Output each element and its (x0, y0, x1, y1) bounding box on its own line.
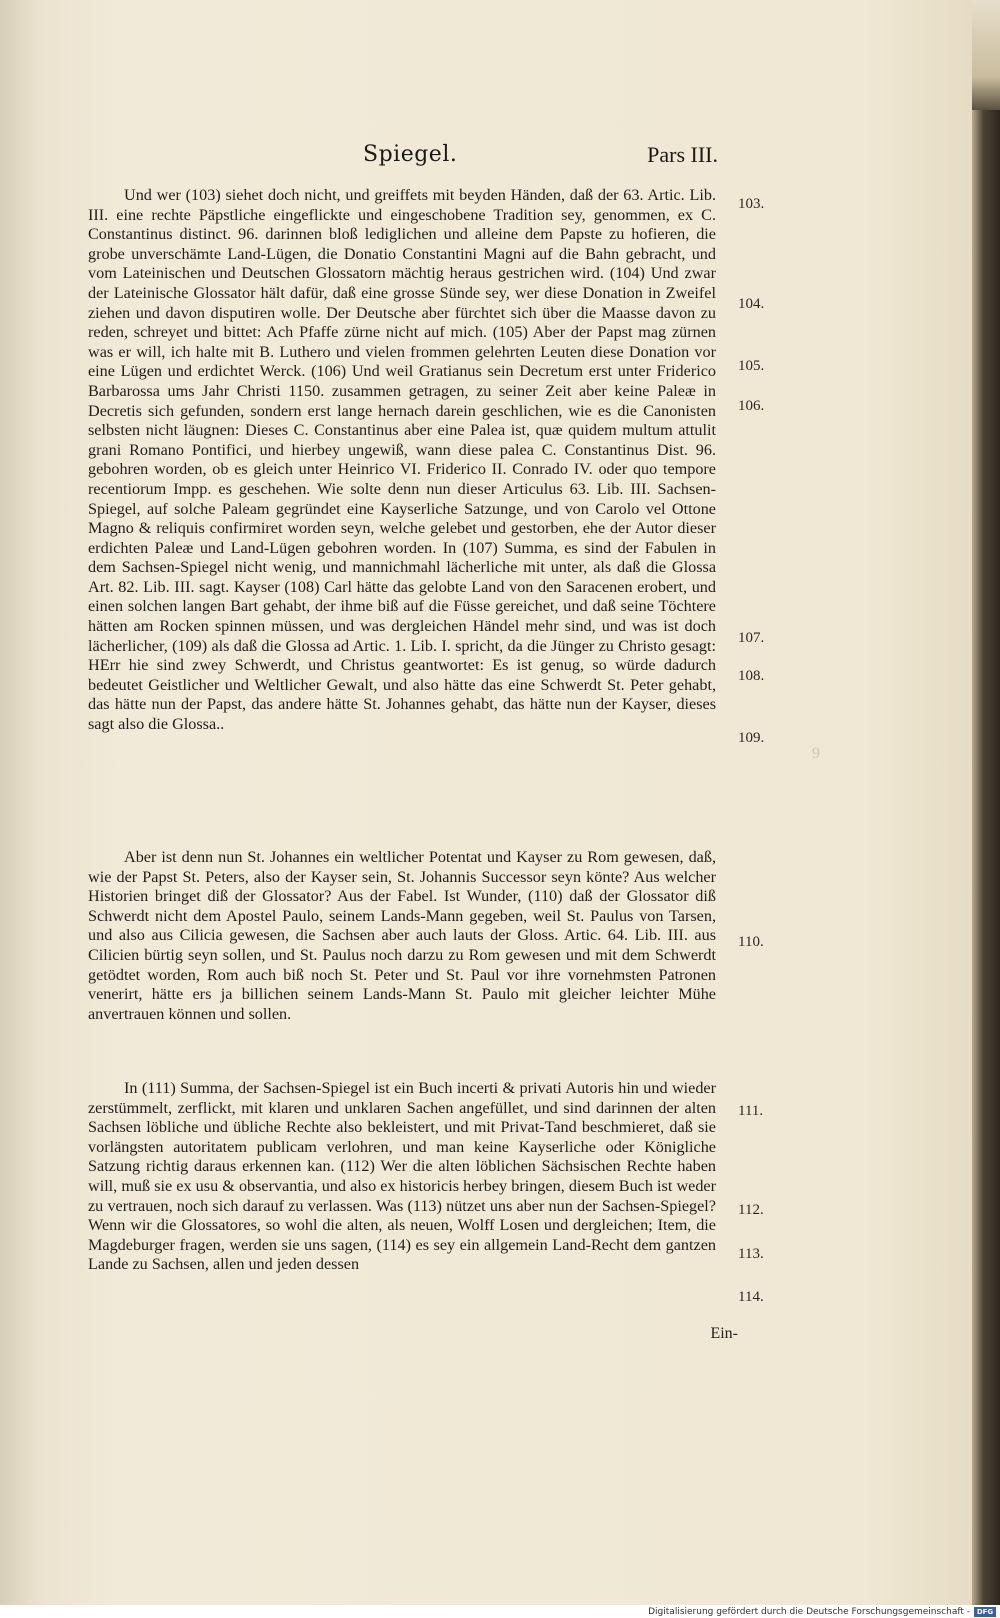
margin-note-114: 114. (738, 1289, 764, 1305)
paragraph-text: Und wer (103) siehet doch nicht, und greiffets mit beyden Händen, daß der 63. Artic. Lib. III. eine rechte Päpstliche eingeflickte und eingeschobene Tradition sey, genommen, ex C. Constantinus distinct. 96. darinnen bloß lediglichen und alleine dem Papste zu hofieren, die grobe unverschämte Land-Lügen, die Donatio Constantini Magni auf die Bahn gebracht, und vom Lateinischen und Deutschen Glossatorn mächtig heraus gestrichen wird. (104) Und zwar der Lateinische Glossator hält dafür, daß eine grosse Sünde sey, wer diese Donation in Zweifel ziehen und davon disputiren wolle. Der Deutsche aber fürchtet sich über die Maasse davon zu reden, schreyet und bittet: Ach Pfaffe zürne nicht auf mich. (105) Aber der Papst mag zürnen was er will, ich halte mit B. Luthero und vielen frommen gelehrten Leuten diese Donation vor eine Lügen und erdichtet Werck. (106) Und weil Gratianus sein Decretum erst unter Friderico Barbarossa ums Jahr Christi 1150. zusammen getragen, zu seiner Zeit aber keine Paleæ in Decretis sich gefunden, sondern erst lange hernach darein geschlichen, wie es die Canonisten selbsten nicht läugnen: Dieses C. Constantinus aber eine Palea ist, quæ quidem multum attulit grani Romano Pontifici, und hierbey ungewiß, wann diese palea C. Constantinus Dist. 96. gebohren worden, ob es gleich unter Heinrico VI. Friderico II. Conrado IV. oder quo tempore recentiorum Impp. es geschehen. Wie solte denn nun dieser Articulus 63. Lib. III. Sachsen-Spiegel, auf solche Paleam gegründet eine Kayserliche Satzunge, und von Carolo vel Ottone Magno & reliquis confirmiret worden seyn, welche gelebet und gestorben, ehe der Autor dieser erdichten Paleæ und Land-Lügen gebohren worden. In (107) Summa, es sind der Fabulen in dem Sachsen-Spiegel nicht wenig, und mannichmahl lächerliche mit unter, als daß die Glossa Art. 82. Lib. III. sagt. Kayser (108) Carl hätte das gelobte Land von den Saracenen erobert, und einen solchen langen Bart gehabt, der ihme biß auf die Füsse gereichet, und daß seine Töchtere hätten am Rocken spinnen müssen, und was dergleichen Händel mehr sind, und was ist doch lächerlicher, (109) als daß die Glossa ad Artic. 1. Lib. I. spricht, da die Jünger zu Christo gesagt: HErr hie sind zwey Schwerdt, und Christus geantwortet: Es ist genug, so würde dadurch bedeutet Geistlicher und Weltlicher Gewalt, und also hätte das eine Schwerdt St. Peter gehabt, das hätte nun der Papst, das andere hätte St. Johannes gehabt, das hätte nun der Kayser, dieses sagt also die Glossa.. (88, 186, 716, 734)
paragraph-text: In (111) Summa, der Sachsen-Spiegel ist ein Buch incerti & privati Autoris hin und wieder zerstümmelt, zerflickt, mit klaren und unklaren Sachen angefüllet, und sind darinnen der alten Sachsen löbliche und übliche Rechte also bekleistert, und mit Privat-Tand beschmieret, daß sie vorlängsten autoritatem publicam verlohren, und man keine Kayserliche oder Königliche Satzung richtig daraus erkennen kan. (112) Wer die alten löblichen Sächsischen Rechte haben will, muß sie ex usu & observantia, und also ex historicis herbey bringen, diesem Buch ist weder zu vertrauen, noch sich darauf zu verlassen. Was (113) nützet uns aber nun der Sachsen-Spiegel? Wenn wir die Glossatores, so wohl die alten, als neuen, Wolff Losen und dergleichen; Item, die Magdeburger fragen, werden sie uns sagen, (114) es sey ein allgemein Land-Recht dem gantzen Lande zu Sachsen, allen und jeden dessen (88, 1079, 716, 1274)
paragraph-text: Aber ist denn nun St. Johannes ein weltlicher Potentat und Kayser zu Rom gewesen, daß, wie der Papst St. Peters, also der Kayser sein, St. Johannis Successor seyn könte? Aus welcher Historien bringet diß der Glossator? Aus der Fabel. Ist Wunder, (110) daß der Glossator diß Schwerdt nicht dem Apostel Paulo, seinem Lands-Mann gegeben, weil St. Paulus von Tarsen, und also aus Cilicia gewesen, die Sachsen aber auch lauts der Gloss. Artic. 64. Lib. III. aus Cilicien bürtig seyn sollen, und St. Paulus noch darzu zu Rom gewesen und mit dem Schwerdt getödtet worden, Rom auch biß noch St. Peter und St. Paul vor ihre vornehmsten Patronen venerirt, hätte ers ja billichen seinem Lands-Mann St. Paulo mit gleicher leichter Mühe anvertrauen können und sollen. (88, 848, 716, 1023)
dfg-logo: DFG (974, 1607, 996, 1617)
page-header (98, 142, 718, 182)
margin-note-107: 107. (738, 630, 765, 646)
paragraph-2 (88, 848, 716, 1024)
catchword: Ein- (710, 1325, 738, 1342)
margin-note-113: 113. (738, 1246, 764, 1262)
footer-credit: Digitalisierung gefördert durch die Deutsche Forschungsgemeinschaft - (648, 1607, 970, 1617)
margin-note-111: 111. (738, 1103, 764, 1119)
running-title: Spiegel. (363, 142, 458, 167)
margin-note-108: 108. (738, 668, 765, 684)
margin-note-106: 106. (738, 398, 765, 414)
show-through-mark: 9 (812, 745, 820, 762)
margin-note-112: 112. (738, 1202, 764, 1218)
book-fore-edge-top (972, 0, 1000, 110)
margin-note-104: 104. (738, 296, 765, 312)
footer-bar (0, 1605, 1000, 1618)
part-label: Pars III. (647, 142, 718, 167)
paragraph-3 (88, 1079, 716, 1275)
margin-note-105: 105. (738, 358, 765, 374)
margin-note-110: 110. (738, 934, 764, 950)
margin-note-103: 103. (738, 196, 765, 212)
paragraph-1 (88, 186, 716, 735)
margin-note-109: 109. (738, 730, 765, 746)
book-fore-edge (972, 0, 1000, 1605)
